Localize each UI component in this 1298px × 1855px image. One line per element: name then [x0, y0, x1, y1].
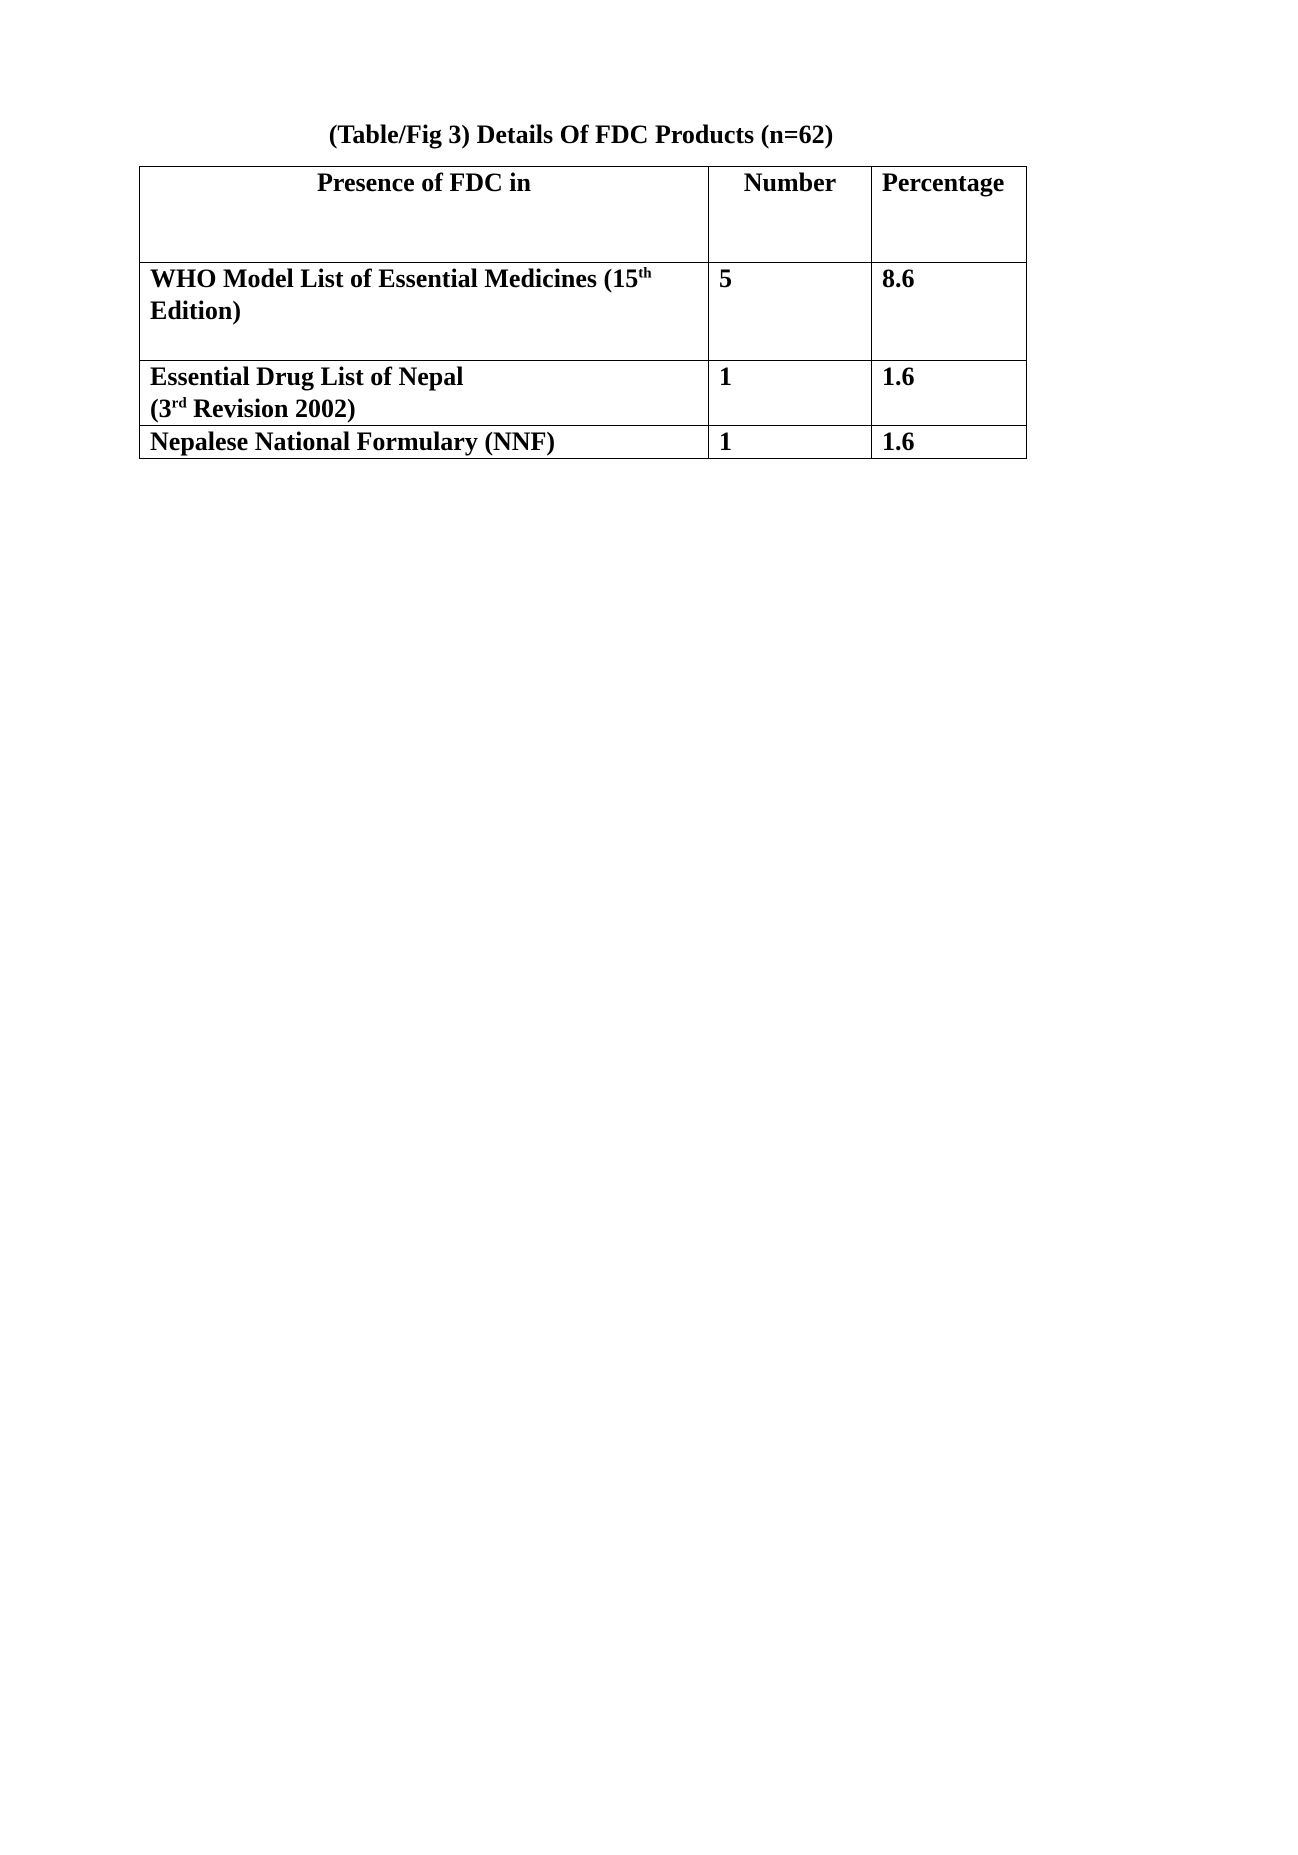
row-percentage: 1.6: [872, 361, 1027, 426]
table-header-row: [140, 167, 1027, 263]
row-number: 5: [709, 263, 872, 361]
row-number: 1: [709, 361, 872, 426]
fdc-table: [139, 166, 1027, 459]
row-number: 1: [709, 426, 872, 459]
table-row: [140, 263, 1027, 361]
header-presence: Presence of FDC in: [140, 167, 709, 263]
table-row: [140, 361, 1027, 426]
row-percentage: 1.6: [872, 426, 1027, 459]
row-label-nepal-edl: Essential Drug List of Nepal (3rd Revision 2002): [140, 361, 709, 426]
header-number: Number: [709, 167, 872, 263]
table-caption: (Table/Fig 3) Details Of FDC Products (n=62): [328, 120, 834, 149]
row-label-who: WHO Model List of Essential Medicines (15th Edition): [140, 263, 709, 361]
row-label-nnf: Nepalese National Formulary (NNF): [140, 426, 709, 459]
table-row: [140, 426, 1027, 459]
row-percentage: 8.6: [872, 263, 1027, 361]
header-percentage: Percentage: [872, 167, 1027, 263]
